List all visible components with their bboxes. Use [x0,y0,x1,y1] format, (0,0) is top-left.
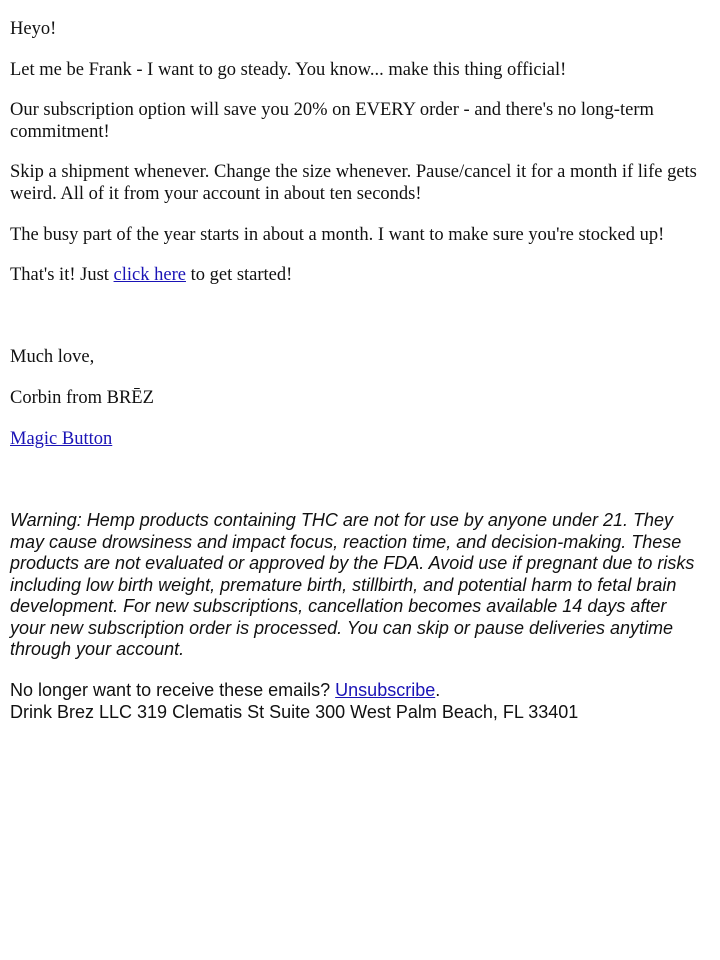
warning-disclaimer: Warning: Hemp products containing THC are not for use by anyone under 21. They may cause drowsiness and impact focus, reaction time, and decision-making. These products are not evaluated or approved by the FDA. Avoid use if pregnant due to risks including low birth weight, premature birth, stillbirth, and potential harm to fetal brain development. For new subscriptions, cancellation becomes available 14 days after your new subscription order is processed. You can skip or pause deliveries anytime through your account. [10,510,695,659]
footer [10,680,700,723]
magic-button-paragraph [10,429,112,451]
greeting-text: Heyo! [10,19,57,39]
offer-text: Our subscription option will save you 20% on EVERY order - and there's no long-term commitment! [10,100,654,142]
intro-text: Let me be Frank - I want to go steady. You know... make this thing official! [10,60,567,80]
cta-paragraph [10,265,292,287]
cta-prefix: That's it! Just [10,265,114,285]
magic-button-link[interactable]: Magic Button [10,429,113,449]
unsubscribe-prefix: No longer want to receive these emails? [10,680,336,700]
company-address: Drink Brez LLC 319 Clematis St Suite 300 West Palm Beach, FL 33401 [10,701,579,722]
flexibility-text: Skip a shipment whenever. Change the size whenever. Pause/cancel it for a month if life gets weird. All of it from your account in about ten seconds! [10,162,697,204]
signoff-text: Much love, [10,347,95,367]
click-here-link[interactable]: click here [113,265,186,285]
signature-text: Corbin from BRĒZ [10,388,154,408]
cta-suffix: to get started! [185,265,293,285]
unsubscribe-link[interactable]: Unsubscribe [335,680,436,700]
unsubscribe-suffix: . [435,680,441,700]
urgency-text: The busy part of the year starts in about a month. I want to make sure you're stocked up! [10,225,665,245]
